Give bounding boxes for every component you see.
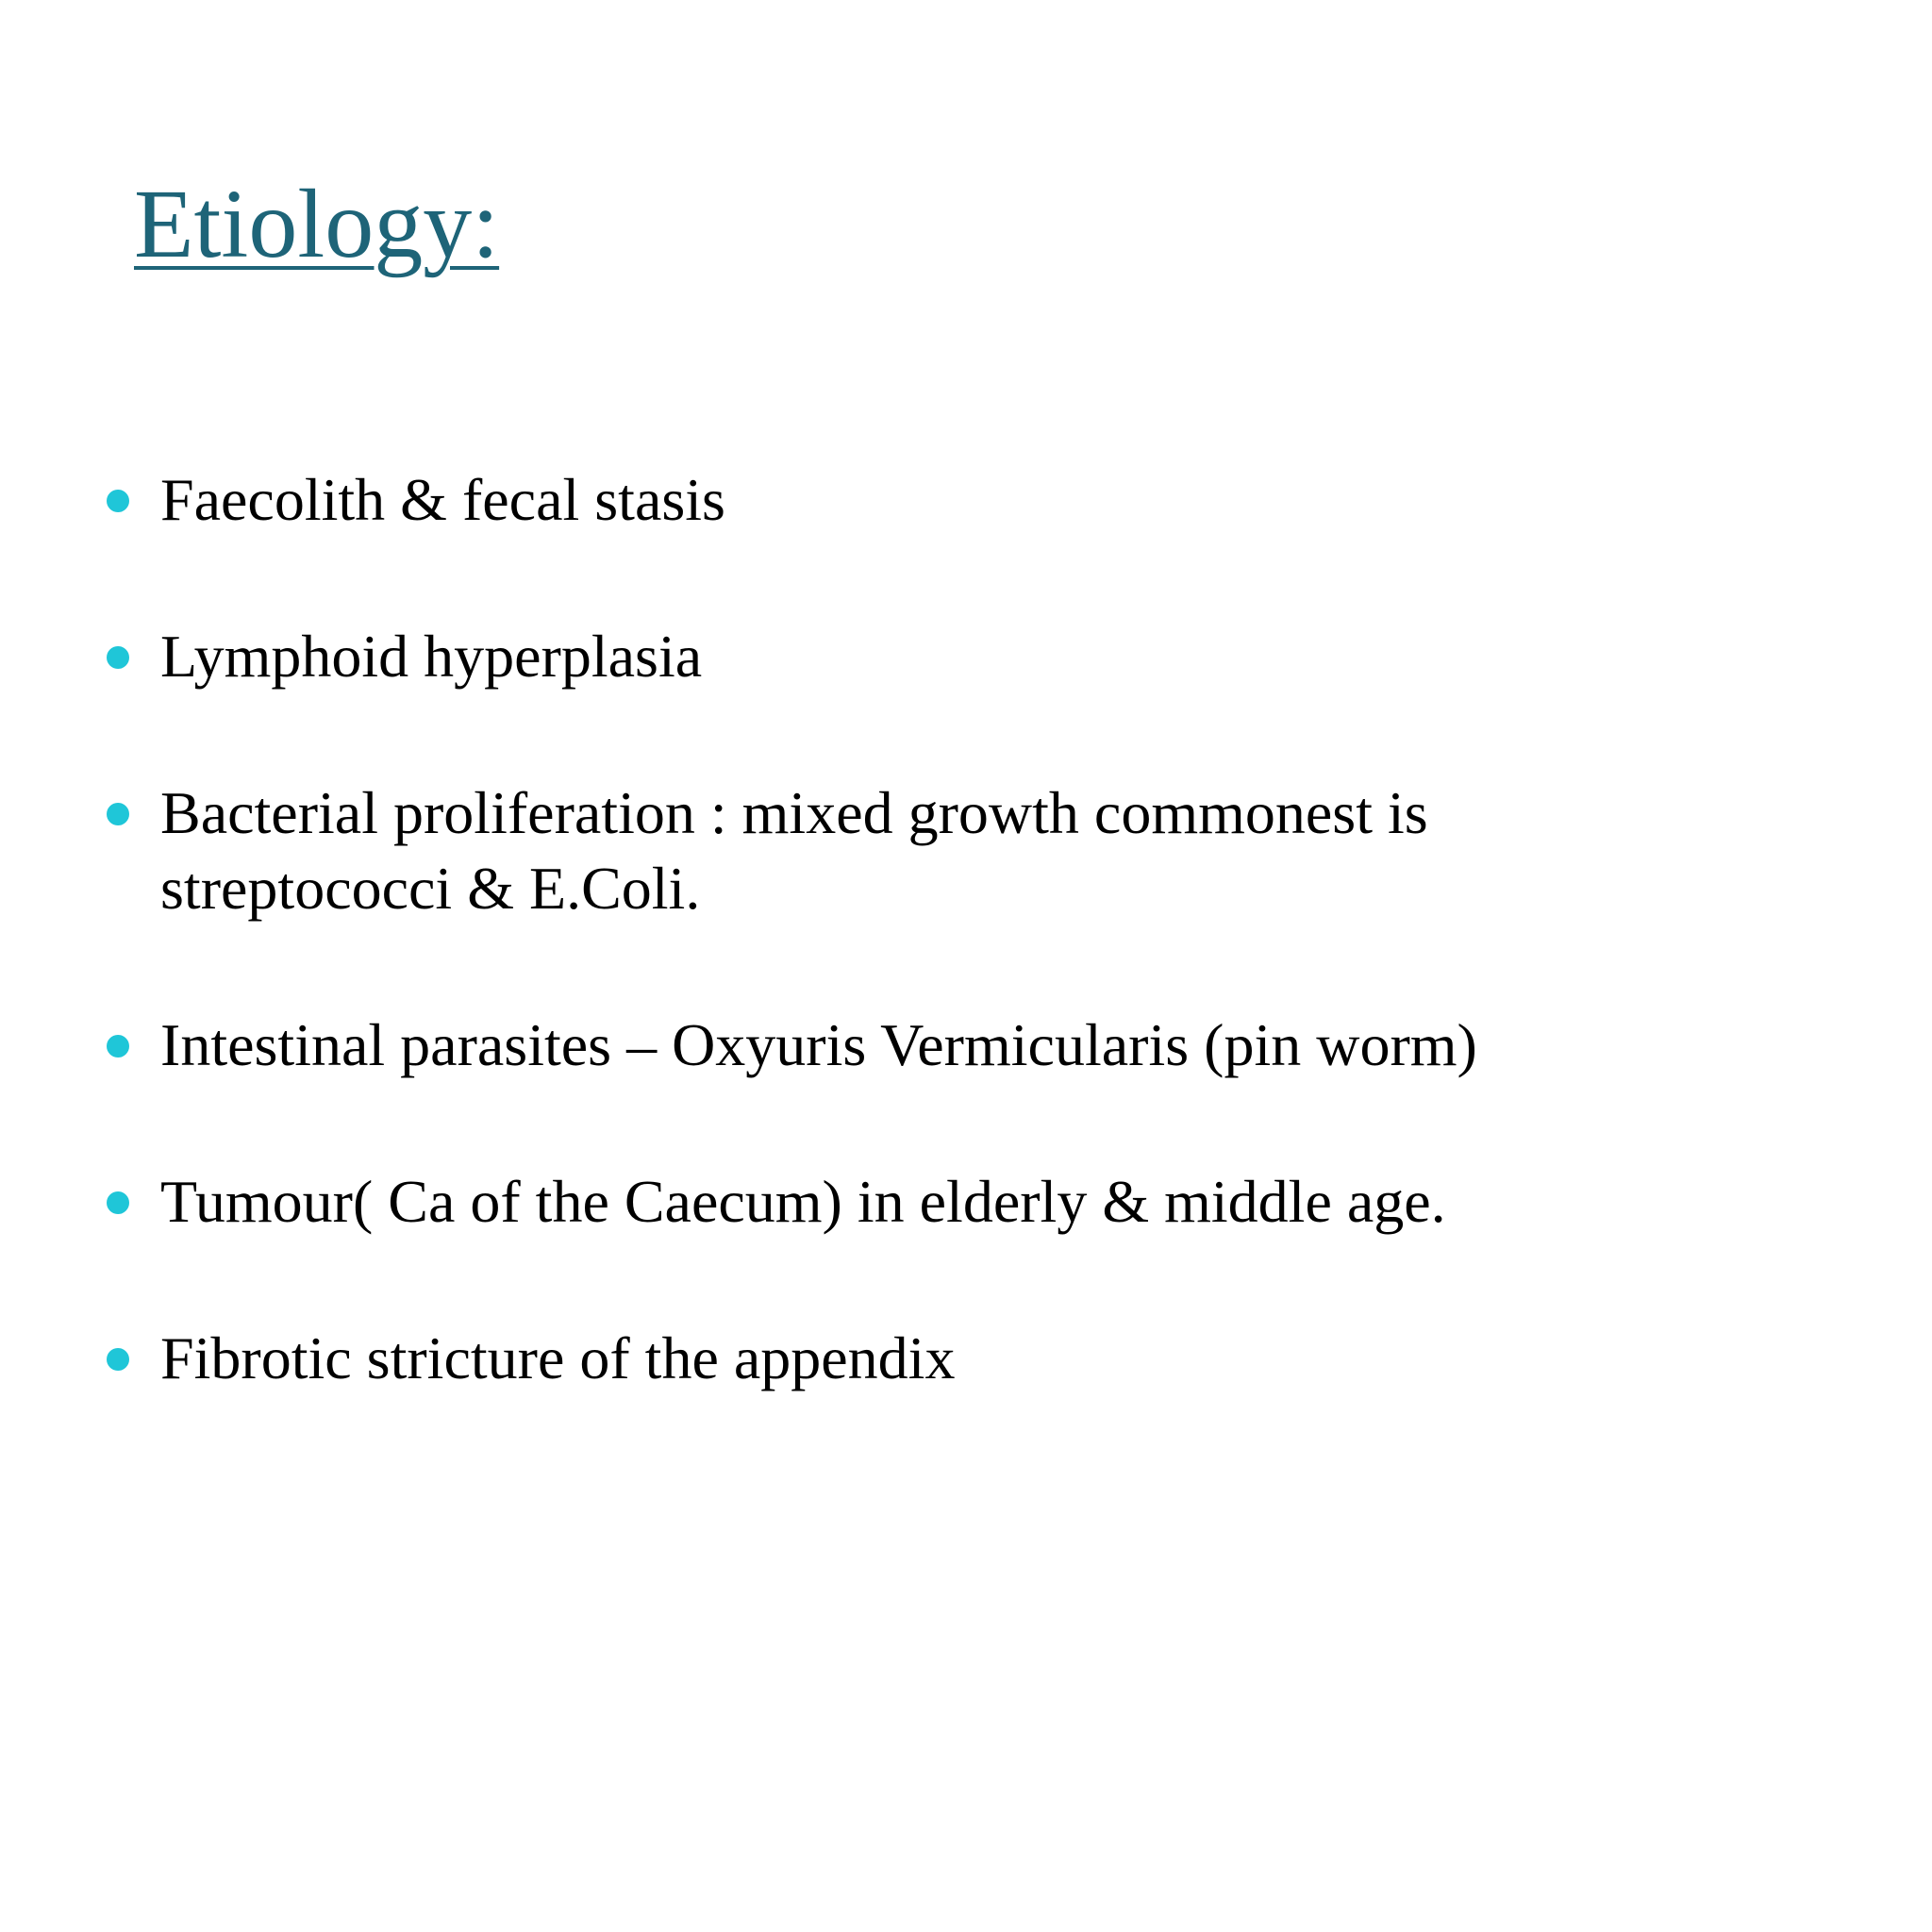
bullet-text: Tumour( Ca of the Caecum) in elderly & middle age. [160, 1168, 1446, 1235]
list-item [104, 1164, 1849, 1240]
bullet-dot-icon [107, 1191, 129, 1214]
bullet-dot-icon [107, 490, 129, 512]
list-item [104, 1321, 1849, 1396]
bullet-list [104, 462, 1849, 1477]
bullet-text: Faecolith & fecal stasis [160, 466, 725, 533]
bullet-text: Lymphoid hyperplasia [160, 623, 703, 690]
list-item [104, 775, 1849, 926]
list-item [104, 619, 1849, 694]
bullet-dot-icon [107, 646, 129, 669]
bullet-text: Bacterial proliferation : mixed growth commonest is streptococci & E.Coli. [160, 779, 1428, 922]
list-item [104, 462, 1849, 538]
bullet-text: Fibrotic stricture of the appendix [160, 1324, 956, 1391]
bullet-text: Intestinal parasites – Oxyuris Vermicularis (pin worm) [160, 1011, 1477, 1078]
list-item [104, 1008, 1849, 1083]
slide-title: Etiology: [134, 170, 500, 278]
bullet-dot-icon [107, 803, 129, 825]
bullet-dot-icon [107, 1348, 129, 1371]
bullet-dot-icon [107, 1035, 129, 1058]
